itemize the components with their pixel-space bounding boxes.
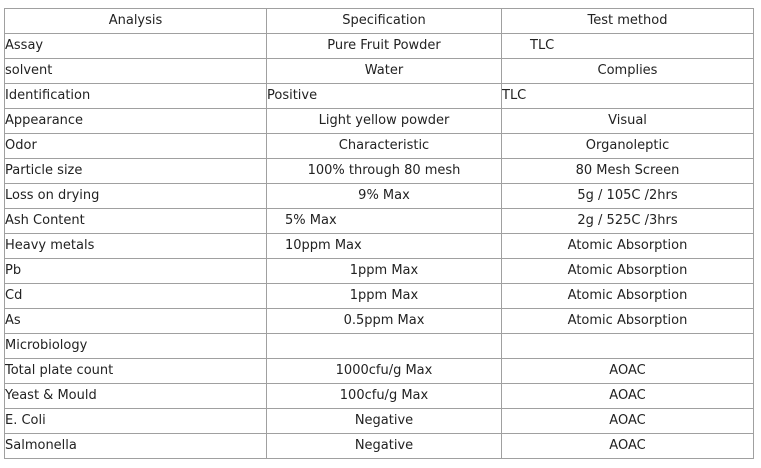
specification-cell: Positive (267, 84, 502, 109)
analysis-cell: Appearance (5, 109, 267, 134)
specification-cell: 10ppm Max (267, 234, 502, 259)
test-method-cell: Atomic Absorption (502, 309, 754, 334)
analysis-cell: Pb (5, 259, 267, 284)
table-row (5, 309, 754, 334)
header-test-method: Test method (502, 9, 754, 34)
analysis-cell: Particle size (5, 159, 267, 184)
table-row (5, 359, 754, 384)
table-row (5, 34, 754, 59)
analysis-cell: Heavy metals (5, 234, 267, 259)
specification-cell: 1ppm Max (267, 259, 502, 284)
specification-cell: 1ppm Max (267, 284, 502, 309)
analysis-cell: E. Coli (5, 409, 267, 434)
test-method-cell: 80 Mesh Screen (502, 159, 754, 184)
specification-cell: 5% Max (267, 209, 502, 234)
specification-cell: Water (267, 59, 502, 84)
test-method-cell: TLC (502, 34, 754, 59)
test-method-cell: AOAC (502, 359, 754, 384)
specification-cell: 100% through 80 mesh (267, 159, 502, 184)
test-method-cell: AOAC (502, 434, 754, 459)
test-method-cell: 5g / 105C /2hrs (502, 184, 754, 209)
analysis-cell: As (5, 309, 267, 334)
specification-cell: 0.5ppm Max (267, 309, 502, 334)
table-row (5, 434, 754, 459)
test-method-cell: Complies (502, 59, 754, 84)
table-row (5, 59, 754, 84)
analysis-cell: Identification (5, 84, 267, 109)
specification-cell: Pure Fruit Powder (267, 34, 502, 59)
analysis-cell: Yeast & Mould (5, 384, 267, 409)
analysis-cell: Cd (5, 284, 267, 309)
table-row (5, 109, 754, 134)
analysis-cell: Odor (5, 134, 267, 159)
table-row (5, 134, 754, 159)
test-method-cell: Atomic Absorption (502, 259, 754, 284)
specification-cell: Light yellow powder (267, 109, 502, 134)
specification-cell: 9% Max (267, 184, 502, 209)
header-specification: Specification (267, 9, 502, 34)
test-method-cell: Atomic Absorption (502, 284, 754, 309)
table-row (5, 159, 754, 184)
analysis-cell: Total plate count (5, 359, 267, 384)
analysis-cell: Loss on drying (5, 184, 267, 209)
analysis-cell: solvent (5, 59, 267, 84)
specification-table (4, 8, 754, 459)
test-method-cell: Atomic Absorption (502, 234, 754, 259)
analysis-cell: Salmonella (5, 434, 267, 459)
specification-cell: Characteristic (267, 134, 502, 159)
test-method-cell: Visual (502, 109, 754, 134)
table-row (5, 384, 754, 409)
specification-cell: Negative (267, 434, 502, 459)
test-method-cell: AOAC (502, 384, 754, 409)
test-method-cell: Organoleptic (502, 134, 754, 159)
specification-cell (267, 334, 502, 359)
header-row (5, 9, 754, 34)
specification-cell: Negative (267, 409, 502, 434)
test-method-cell: 2g / 525C /3hrs (502, 209, 754, 234)
table-row (5, 234, 754, 259)
header-analysis: Analysis (5, 9, 267, 34)
analysis-cell: Microbiology (5, 334, 267, 359)
analysis-cell: Assay (5, 34, 267, 59)
table-row (5, 184, 754, 209)
table-row (5, 84, 754, 109)
table-row (5, 259, 754, 284)
test-method-cell: TLC (502, 84, 754, 109)
table-row (5, 409, 754, 434)
test-method-cell: AOAC (502, 409, 754, 434)
specification-cell: 100cfu/g Max (267, 384, 502, 409)
table-row (5, 284, 754, 309)
test-method-cell (502, 334, 754, 359)
table-row (5, 334, 754, 359)
specification-cell: 1000cfu/g Max (267, 359, 502, 384)
table-row (5, 209, 754, 234)
analysis-cell: Ash Content (5, 209, 267, 234)
